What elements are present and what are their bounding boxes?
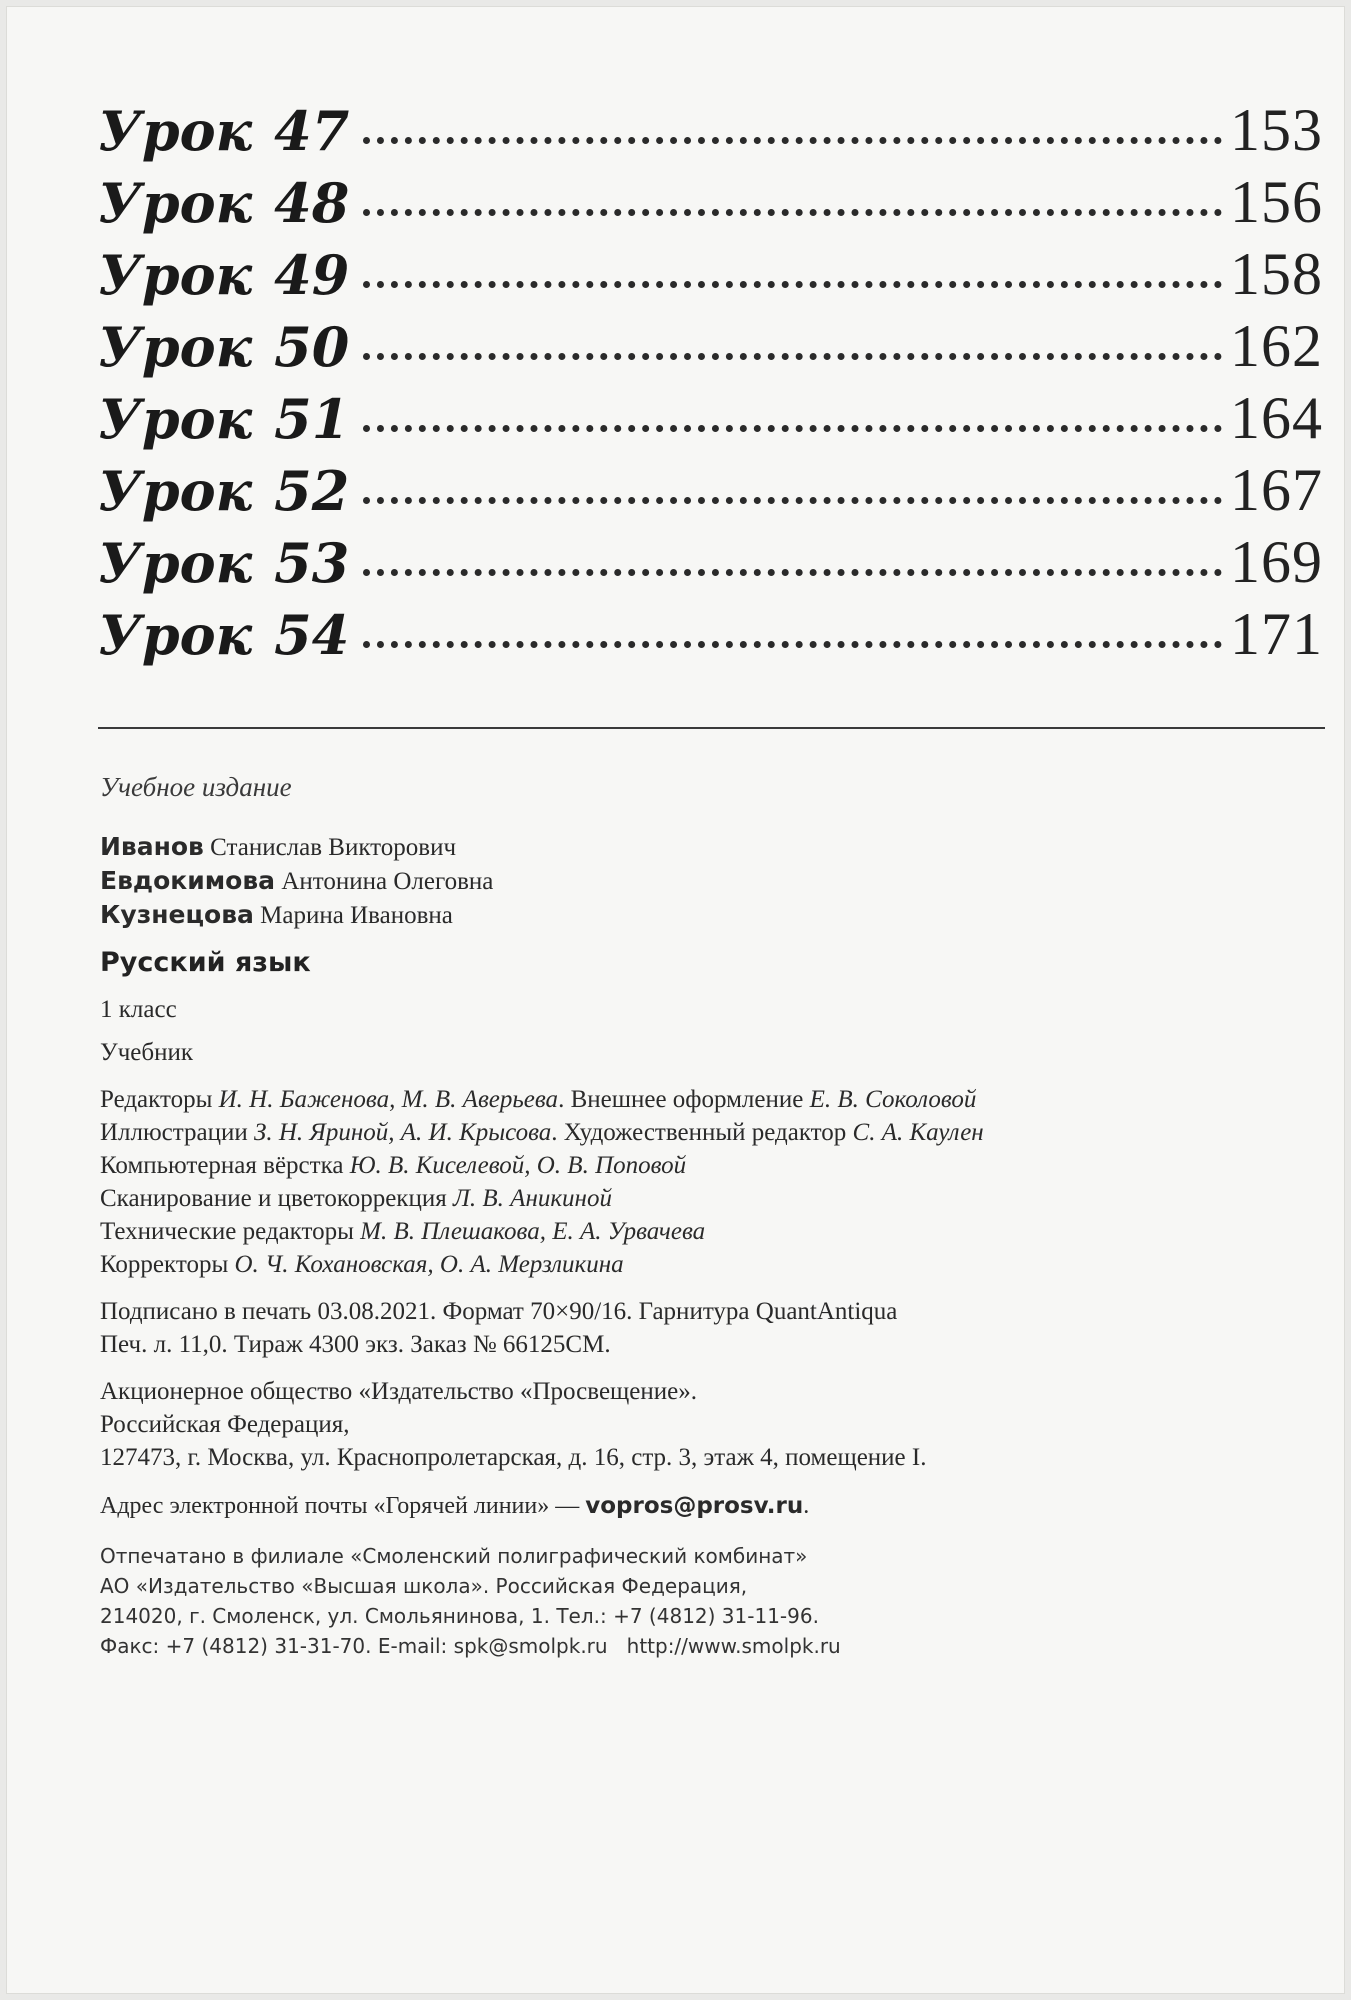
- section-divider: [98, 727, 1325, 729]
- toc-entry: [98, 528, 1323, 600]
- hotline-end: .: [803, 1493, 810, 1519]
- author-list: [100, 830, 1300, 932]
- toc-lesson-number: 51: [274, 387, 350, 451]
- book-page: [6, 6, 1345, 1994]
- toc-page-number: 153: [1230, 97, 1323, 163]
- credit-role: Корректоры: [100, 1251, 235, 1278]
- credit-line: [100, 1116, 1300, 1149]
- credit-role: . Художественный редактор: [551, 1119, 853, 1146]
- toc-page-number: 171: [1230, 601, 1323, 667]
- credit-names: М. В. Плешакова, Е. А. Урвачева: [360, 1218, 706, 1245]
- credit-names: О. Ч. Кохановская, О. А. Мерзликина: [234, 1251, 624, 1278]
- author-given-names: Станислав Викторович: [210, 834, 457, 861]
- toc-label: Урок: [98, 243, 253, 307]
- toc-label: Урок: [98, 99, 253, 163]
- credit-line: [100, 1083, 1300, 1116]
- author-surname: Кузнецова: [100, 900, 254, 929]
- author-surname: Евдокимова: [100, 866, 276, 895]
- toc-entry: [98, 456, 1323, 528]
- hotline-label: Адрес электронной почты «Горячей линии» —: [100, 1493, 586, 1519]
- printer-line: 214020, г. Смоленск, ул. Смольянинова, 1. Тел.: +7 (4812) 31-11-96.: [100, 1604, 819, 1628]
- printer-line: АО «Издательство «Высшая школа». Российская Федерация,: [100, 1574, 748, 1598]
- imprint-block: [100, 771, 1300, 1661]
- toc-entry: [98, 384, 1323, 456]
- grade-level: 1 класс: [100, 996, 177, 1023]
- hotline-email-line: [100, 1490, 1300, 1523]
- toc-page-number: 162: [1230, 313, 1323, 379]
- edition-type: Учебное издание: [100, 772, 292, 802]
- publisher-line: Акционерное общество «Издательство «Просвещение».: [100, 1378, 697, 1405]
- toc-page-number: 158: [1230, 241, 1323, 307]
- credit-line: [100, 1215, 1300, 1248]
- toc-label: Урок: [98, 531, 253, 595]
- toc-entry: [98, 240, 1323, 312]
- credit-names: Л. В. Аникиной: [452, 1185, 612, 1212]
- toc-leader-dots: [363, 425, 1222, 432]
- hotline-email: vopros@prosv.ru: [585, 1493, 804, 1519]
- toc-lesson-number: 54: [274, 603, 350, 667]
- author-line: [100, 898, 1300, 932]
- toc-leader-dots: [363, 137, 1222, 144]
- credit-names: И. Н. Баженова, М. В. Аверьева: [218, 1086, 559, 1113]
- credit-role: . Внешнее оформление: [558, 1086, 810, 1113]
- book-kind: Учебник: [100, 1039, 193, 1066]
- toc-lesson-number: 47: [274, 99, 350, 163]
- toc-lesson-number: 52: [274, 459, 350, 523]
- credit-role: Сканирование и цветокоррекция: [100, 1185, 453, 1212]
- spec-line: Печ. л. 11,0. Тираж 4300 экз. Заказ № 66125СМ.: [100, 1331, 611, 1358]
- credit-line: [100, 1149, 1300, 1182]
- toc-lesson-number: 53: [274, 531, 350, 595]
- credit-role: Технические редакторы: [100, 1218, 361, 1245]
- author-given-names: Антонина Олеговна: [281, 868, 494, 895]
- toc-page-number: 169: [1230, 529, 1323, 595]
- print-specs: [100, 1295, 1300, 1361]
- toc-label: Урок: [98, 171, 253, 235]
- toc-page-number: 164: [1230, 385, 1323, 451]
- credit-role: Редакторы: [100, 1086, 219, 1113]
- credit-names: Е. В. Соколовой: [809, 1086, 977, 1113]
- book-title: Русский язык: [100, 947, 311, 978]
- credit-names: Ю. В. Киселевой, О. В. Поповой: [349, 1152, 687, 1179]
- printer-line: Отпечатано в филиале «Смоленский полиграфический комбинат»: [100, 1544, 808, 1568]
- credit-role: Иллюстрации: [100, 1119, 254, 1146]
- credit-names: С. А. Каулен: [852, 1119, 984, 1146]
- toc-leader-dots: [363, 641, 1222, 648]
- publisher-line: Российская Федерация,: [100, 1411, 350, 1438]
- publisher-info: [100, 1375, 1300, 1474]
- publisher-line: 127473, г. Москва, ул. Краснопролетарская, д. 16, стр. 3, этаж 4, помещение I.: [100, 1444, 927, 1471]
- author-given-names: Марина Ивановна: [260, 902, 453, 929]
- toc-lesson-number: 48: [274, 171, 350, 235]
- toc-entry: [98, 600, 1323, 672]
- credit-line: [100, 1182, 1300, 1215]
- author-line: [100, 830, 1300, 864]
- credit-line: [100, 1248, 1300, 1281]
- credit-names: З. Н. Яриной, А. И. Крысова: [254, 1119, 552, 1146]
- author-surname: Иванов: [100, 832, 204, 861]
- toc-lesson-number: 49: [274, 243, 350, 307]
- toc-leader-dots: [363, 497, 1222, 504]
- toc-label: Урок: [98, 603, 253, 667]
- toc-leader-dots: [363, 281, 1222, 288]
- toc-entry: [98, 96, 1323, 168]
- toc-leader-dots: [363, 209, 1222, 216]
- toc-lesson-number: 50: [274, 315, 350, 379]
- toc-label: Урок: [98, 459, 253, 523]
- toc-label: Урок: [98, 387, 253, 451]
- author-line: [100, 864, 1300, 898]
- credit-role: Компьютерная вёрстка: [100, 1152, 350, 1179]
- printer-line: Факс: +7 (4812) 31-31-70. E-mail: spk@smolpk.ru http://www.smolpk.ru: [100, 1634, 841, 1658]
- staff-credits: [100, 1083, 1300, 1281]
- toc-leader-dots: [363, 569, 1222, 576]
- printer-info: [100, 1541, 1300, 1661]
- toc-leader-dots: [363, 353, 1222, 360]
- toc-label: Урок: [98, 315, 253, 379]
- toc-page-number: 156: [1230, 169, 1323, 235]
- spec-line: Подписано в печать 03.08.2021. Формат 70×90/16. Гарнитура QuantAntiqua: [100, 1298, 898, 1325]
- toc-entry: [98, 168, 1323, 240]
- toc-entry: [98, 312, 1323, 384]
- toc-page-number: 167: [1230, 457, 1323, 523]
- table-of-contents: [98, 96, 1323, 672]
